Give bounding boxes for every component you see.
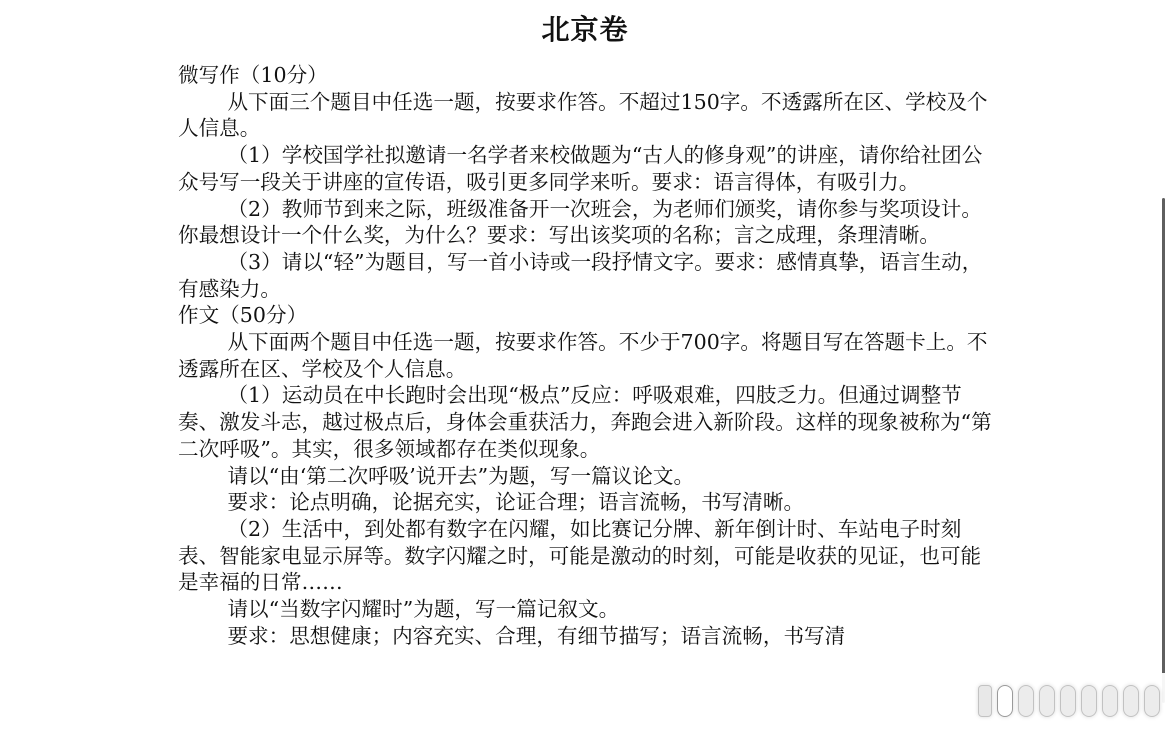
micro-writing-prompt-1: （1）学校国学社拟邀请一名学者来校做题为“古人的修身观”的讲座，请你给社团公众号写一段关于讲座的宣传语，吸引更多同学来听。要求：语言得体，有吸引力。 [178, 143, 983, 194]
micro-writing-instructions: 从下面三个题目中任选一题，按要求作答。不超过150字。不透露所在区、学校及个人信息。 [178, 89, 988, 141]
pager-thumb[interactable] [1144, 685, 1160, 717]
exam-document [178, 62, 998, 649]
pager-thumb[interactable] [1081, 685, 1097, 717]
essay-prompt-2: （2）生活中，到处都有数字在闪耀，如比赛记分牌、新年倒计时、车站电子时刻表、智能家电显示屏等。数字闪耀之时，可能是激动的时刻，可能是收获的见证，也可能是幸福的日常…… [178, 516, 982, 595]
pager-thumb[interactable] [1123, 685, 1139, 717]
pager-thumb[interactable] [1018, 685, 1034, 717]
essay-prompt-1-title: 请以“由‘第二次呼吸’说开去”为题，写一篇议论文。 [227, 463, 695, 488]
micro-writing-prompt-3: （3）请以“轻”为题目，写一首小诗或一段抒情文字。要求：感情真挚，语言生动，有感染力。 [178, 249, 983, 301]
image-pager [978, 683, 1160, 719]
scrollbar-thumb[interactable] [1162, 198, 1165, 703]
pager-thumb[interactable] [978, 685, 992, 717]
micro-writing-prompt-2: （2）教师节到来之际，班级准备开一次班会，为老师们颁奖，请你参与奖项设计。你最想设计一个什么奖，为什么？要求：写出该奖项的名称；言之成理，条理清晰。 [178, 196, 982, 248]
pager-thumb[interactable] [1039, 685, 1055, 717]
pager-thumb[interactable] [997, 685, 1013, 717]
essay-prompt-1-requirements: 要求：论点明确，论据充实，论证合理；语言流畅，书写清晰。 [227, 490, 805, 515]
pager-thumb[interactable] [1102, 685, 1118, 717]
vertical-scrollbar[interactable] [1160, 0, 1168, 733]
section-heading-micro-writing: 微写作（10分） [178, 63, 328, 87]
essay-prompt-2-requirements: 要求：思想健康；内容充实、合理，有细节描写；语言流畅，书写清 [227, 623, 846, 648]
page-title: 北京卷 [541, 13, 629, 46]
essay-instructions: 从下面两个题目中任选一题，按要求作答。不少于700字。将题目写在答题卡上。不透露所在区、学校及个人信息。 [178, 330, 988, 381]
essay-prompt-1: （1）运动员在中长跑时会出现“极点”反应：呼吸艰难，四肢乏力。但通过调整节奏、激发斗志，越过极点后，身体会重获活力，奔跑会进入新阶段。这样的现象被称为“第二次呼吸”。其实，很多领域都存在类似现象。 [178, 383, 992, 461]
essay-prompt-2-title: 请以“当数字闪耀时”为题，写一篇记叙文。 [227, 597, 620, 622]
section-heading-essay: 作文（50分） [178, 303, 308, 328]
pager-thumb[interactable] [1060, 685, 1076, 717]
